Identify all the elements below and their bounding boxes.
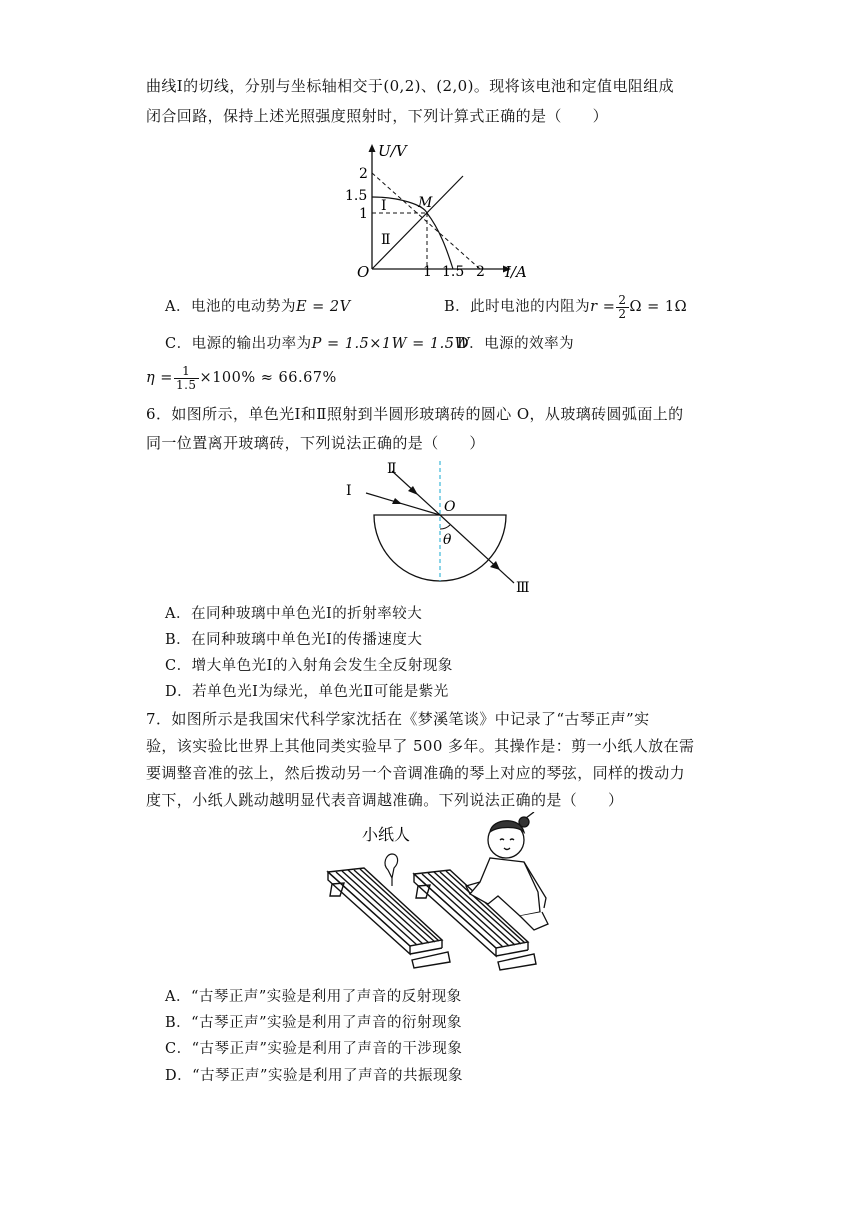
q6-option-a[interactable]: A．在同种玻璃中单色光Ⅰ的折射率较大 (165, 606, 423, 622)
q5-option-d-formula-right: ×100% ≈ 66.67% (199, 370, 337, 386)
q5-option-d-numerator: 1 (174, 365, 199, 379)
curve-II-label: Ⅱ (381, 232, 391, 248)
y-axis-arrow (369, 144, 376, 152)
q7-option-c[interactable]: C．“古琴正声”实验是利用了声音的干涉现象 (165, 1041, 463, 1057)
q5-option-d-formula-left: η = (146, 370, 173, 386)
curve-I-label: Ⅰ (381, 198, 387, 214)
line-II (372, 176, 463, 269)
q7-text-line-3: 要调整音准的弦上，然后拨动另一个音调准确的琴上对应的琴弦，同样的拨动力 (146, 764, 686, 782)
q5-option-a-text: A．电池的电动势为 (165, 299, 296, 315)
paper-figure-icon (385, 854, 398, 886)
q5-option-d-text: D．电源的效率为 (457, 336, 575, 352)
q7-option-d[interactable]: D．“古琴正声”实验是利用了声音的共振现象 (165, 1068, 463, 1084)
ray-II-label: Ⅱ (387, 461, 397, 477)
q6-semicircle-figure (340, 455, 540, 593)
x-tick-1: 1 (423, 264, 432, 280)
q5-option-c-text: C．电源的输出功率为 (165, 336, 312, 352)
q6-text-line-2: 同一位置离开玻璃砖，下列说法正确的是（ ） (146, 434, 485, 452)
ray-III (440, 515, 514, 583)
q5-text-line-1: 曲线Ⅰ的切线，分别与坐标轴相交于(0,2)、(2,0)。现将该电池和定值电阻组成 (146, 77, 675, 95)
center-O-label: O (444, 499, 456, 515)
y-tick-2: 2 (359, 166, 368, 182)
q7-text-line-1: 7．如图所示是我国宋代科学家沈括在《梦溪笔谈》中记录了“古琴正声”实 (146, 710, 650, 728)
ray-I (366, 493, 440, 515)
y-tick-1-5: 1.5 (345, 188, 368, 204)
q5-option-b-denominator: 2 (618, 306, 627, 321)
q5-option-c-formula: P = 1.5×1W = 1.5W (311, 336, 470, 352)
ray-I-label: Ⅰ (346, 483, 352, 499)
q5-option-b-formula-left: r = (590, 299, 616, 315)
q5-option-d-formula-line (146, 360, 337, 396)
x-tick-1-5: 1.5 (442, 264, 465, 280)
y-axis-label: U/V (378, 142, 407, 160)
q7-option-a[interactable]: A．“古琴正声”实验是利用了声音的反射现象 (165, 989, 462, 1005)
q5-option-b-fraction (616, 294, 628, 321)
q6-text-line-1: 6．如图所示，单色光Ⅰ和Ⅱ照射到半圆形玻璃砖的圆心 O，从玻璃砖圆弧面上的 (146, 405, 684, 423)
q5-option-d-denominator: 1.5 (175, 377, 197, 392)
q7-guqin-figure (320, 812, 555, 972)
paper-figure-label: 小纸人 (362, 825, 411, 844)
q5-ui-graph (335, 140, 545, 282)
tangent-line (372, 173, 480, 269)
angle-arc (440, 525, 450, 529)
q6-option-d[interactable]: D．若单色光Ⅰ为绿光，单色光Ⅱ可能是紫光 (165, 684, 449, 700)
x-axis-label: I/A (505, 263, 527, 281)
q5-option-d[interactable] (457, 334, 574, 354)
x-tick-2: 2 (476, 264, 485, 280)
q5-option-b-text: B．此时电池的内阻为 (444, 299, 591, 315)
q5-text-line-2: 闭合回路，保持上述光照强度照射时，下列计算式正确的是（ ） (146, 107, 609, 125)
angle-theta-label: θ (443, 532, 452, 548)
ray-III-label: Ⅲ (516, 580, 530, 593)
q5-option-b[interactable] (444, 291, 687, 323)
q5-option-d-fraction (174, 365, 199, 392)
y-tick-1: 1 (359, 206, 368, 222)
point-M-label: M (418, 195, 433, 211)
q7-text-line-2: 验，该实验比世界上其他同类实验早了 500 多年。其操作是：剪一小纸人放在需 (146, 737, 695, 755)
q5-option-c[interactable] (165, 334, 470, 354)
q5-option-a[interactable] (165, 297, 351, 317)
q7-text-line-4: 度下，小纸人跳动越明显代表音调越准确。下列说法正确的是（ ） (146, 791, 624, 809)
origin-label: O (357, 263, 370, 281)
q6-option-b[interactable]: B．在同种玻璃中单色光Ⅰ的传播速度大 (165, 632, 423, 648)
ray-I-arrow (392, 498, 402, 504)
q5-option-b-formula-right: Ω = 1Ω (629, 299, 688, 315)
q5-option-b-numerator: 2 (618, 292, 627, 307)
q7-option-b[interactable]: B．“古琴正声”实验是利用了声音的衍射现象 (165, 1015, 462, 1031)
q6-option-c[interactable]: C．增大单色光Ⅰ的入射角会发生全反射现象 (165, 658, 453, 674)
q5-option-a-formula: E = 2V (295, 299, 351, 315)
